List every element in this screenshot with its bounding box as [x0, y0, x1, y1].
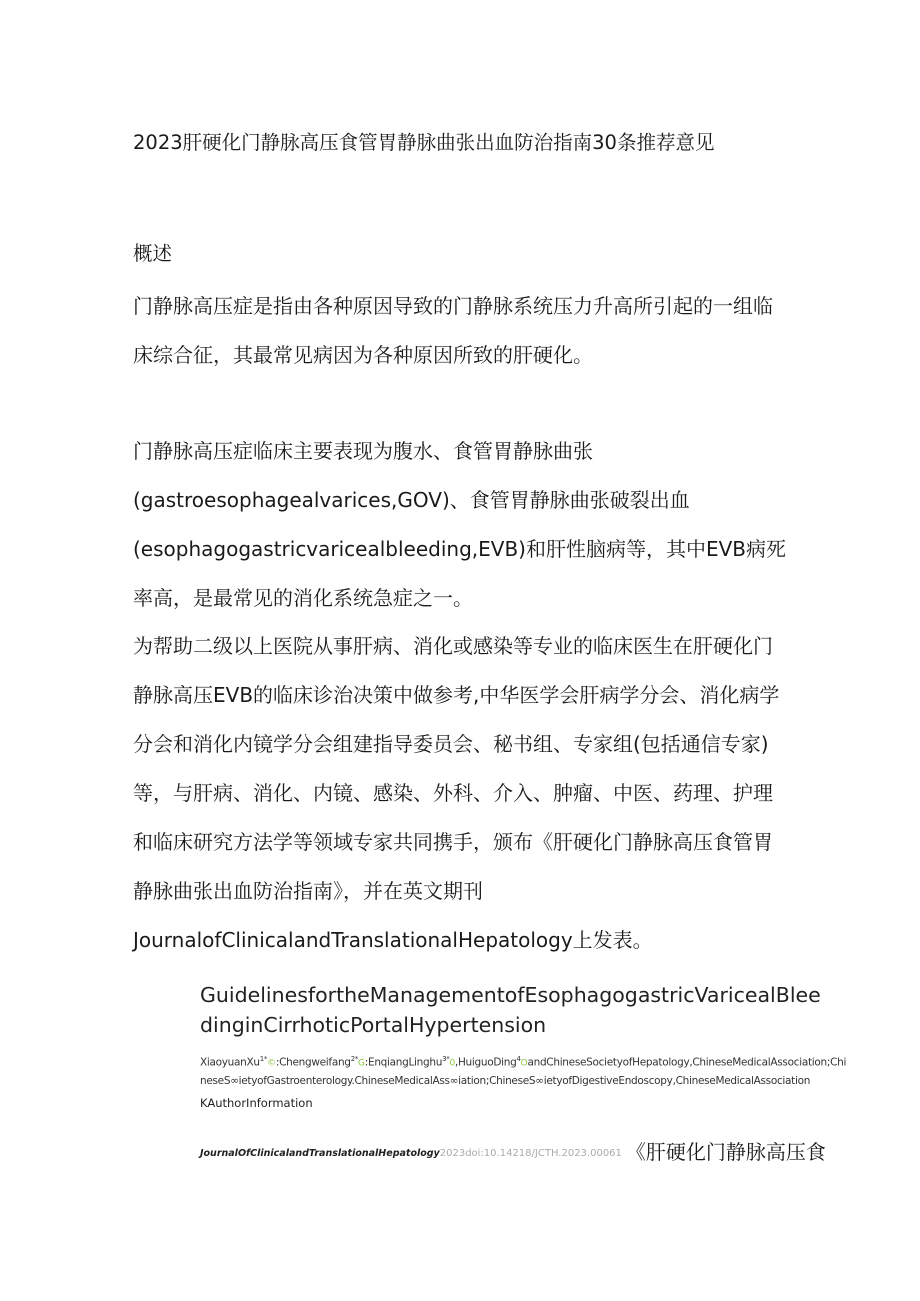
english-title-line: dinginCirrhoticPortalHypertension — [200, 1013, 547, 1037]
english-title-line: GuidelinesfortheManagementofEsophagogastricVaricealBlee — [200, 983, 821, 1007]
paragraph-line: 率高，是最常见的消化系统急症之一。 — [133, 586, 473, 610]
paragraph-line: 静脉曲张出血防治指南》，并在英文期刊 — [133, 879, 483, 903]
paragraph-line: 等，与肝病、消化、内镜、感染、外科、介入、肿瘤、中医、药理、护理 — [133, 781, 773, 805]
paragraph-line: 静脉高压EVB的临床诊治决策中做参考,中华医学会肝病学分会、消化病学 — [133, 683, 780, 707]
paragraph-line: 门静脉高压症临床主要表现为腹水、食管胃静脉曲张 — [133, 439, 593, 463]
author-name: HuiguoDing — [457, 1056, 517, 1069]
journal-name: JournalOfClinicalandTranslationalHepatology — [200, 1148, 440, 1159]
paragraph-line: 和临床研究方法学等领域专家共同携手，颁布《肝硬化门静脉高压食管胃 — [133, 830, 773, 854]
affiliation-marker: 1* — [259, 1055, 268, 1063]
affiliation-marker: 3* — [442, 1055, 450, 1063]
overview-heading: 概述 — [133, 242, 173, 265]
paragraph-line: 分会和消化内镜学分会组建指导委员会、秘书组、专家组(包括通信专家) — [133, 732, 769, 756]
paragraph-line: (esophagogastricvaricealbleeding,EVB)和肝性脑病等，其中EVB病死 — [133, 537, 787, 561]
document-title: 2023肝硬化门静脉高压食管胃静脉曲张出血防治指南30条推荐意见 — [133, 131, 715, 154]
paragraph-line: 为帮助二级以上医院从事肝病、消化或感染等专业的临床医生在肝硬化门 — [133, 634, 773, 658]
affiliation-marker: 4 — [516, 1055, 521, 1063]
journal-citation — [200, 1136, 826, 1165]
guideline-title-fragment: 《肝硬化门静脉高压食 — [625, 1140, 826, 1164]
author-affiliations: andChineseSocietyofHepatology,ChineseMedicalAssociation;Chi — [527, 1056, 847, 1069]
affiliation-marker: 2* — [350, 1055, 359, 1063]
paragraph-line: 床综合征，其最常见病因为各种原因所致的肝硬化。 — [133, 343, 593, 367]
author-name: EnqiangLinghu — [367, 1056, 443, 1069]
orcid-icon[interactable]: © — [267, 1058, 276, 1069]
author-information-link[interactable]: KAuthorInformation — [200, 1096, 313, 1110]
english-article-title — [200, 980, 821, 1040]
paragraph-line: JournalofClinicalandTranslationalHepatology上发表。 — [133, 928, 653, 952]
paragraph-definition — [133, 282, 773, 380]
paragraph-line: (gastroesophagealvarices,GOV)、食管胃静脉曲张破裂出血 — [133, 488, 690, 512]
journal-year: 2023 — [439, 1148, 466, 1159]
author-line: XiaoyuanXu$^{1*}$©:Chengweifang$^{2*}$G:EnqiangLinghu$^{3*}$0,HuiguoDing$^4$OandChineseSocietyofHepatology,ChineseMedicalAssociation;Chi — [200, 1055, 847, 1069]
author-name: XiaoyuanXu — [200, 1056, 260, 1069]
paragraph-manifestations — [133, 427, 786, 623]
paragraph-line: 门静脉高压症是指由各种原因导致的门静脉系统压力升高所引起的一组临 — [133, 294, 773, 318]
orcid-icon[interactable]: G — [358, 1058, 365, 1069]
author-line: neseS∞ietyofGastroenterology.ChineseMedicalAss∞iation;ChineseS∞ietyofDigestiveEndoscopy,ChineseMedicalAssociation — [200, 1074, 811, 1087]
doi-link[interactable]: doi:10.14218/JCTH.2023.00061 — [465, 1148, 622, 1159]
orcid-icon[interactable]: 0 — [449, 1058, 455, 1069]
orcid-icon[interactable]: O — [520, 1058, 528, 1069]
paragraph-guideline-background — [133, 622, 779, 965]
author-list — [200, 1051, 846, 1090]
author-name: Chengweifang — [279, 1056, 351, 1069]
